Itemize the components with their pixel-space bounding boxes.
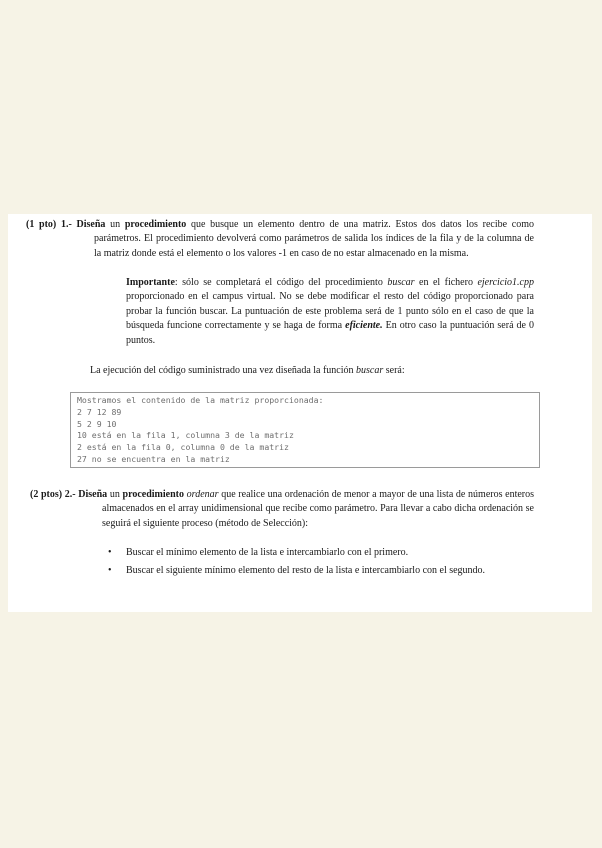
list-item xyxy=(108,564,534,578)
problem-1-noun: procedimiento xyxy=(124,219,187,230)
code-line: Mostramos el contenido de la matriz proporcionada: xyxy=(77,395,324,405)
buscar-term: buscar xyxy=(387,277,415,288)
document-page xyxy=(8,214,592,612)
problem-1-statement xyxy=(26,218,534,261)
problem-2-points: (2 ptos) 2.- xyxy=(30,489,76,500)
efficient-term: eficiente. xyxy=(345,320,383,332)
code-line: 27 no se encuentra en la matriz xyxy=(77,453,230,464)
file-name: ejercicio1.cpp xyxy=(477,277,534,288)
code-line: 5 2 9 10 xyxy=(77,418,117,429)
important-note xyxy=(126,276,534,348)
selection-steps-list xyxy=(108,546,534,583)
important-text-a: : sólo se completará el código del procedimiento xyxy=(174,277,388,288)
execution-intro xyxy=(90,364,534,378)
code-line: 10 está en la fila 1, columna 3 de la matriz xyxy=(77,430,294,441)
problem-1-verb: Diseña xyxy=(76,219,106,230)
important-text-c: proporcionado en el campus virtual. No se debe modificar el resto del código proporcionado para probar la función buscar. La puntuación de este problema será de 1 punto sólo en el caso de que la búsqueda funcione correctamente y se haga de forma xyxy=(126,291,534,332)
important-label: Importante xyxy=(126,277,175,288)
space: un xyxy=(107,489,123,500)
bullet-icon: • xyxy=(108,547,112,558)
ordenar-term: ordenar xyxy=(186,489,219,500)
problem-2-verb: Diseña xyxy=(78,489,108,500)
problem-2-text: que realice una ordenación de menor a mayor de una lista de números enteros almacenados en el array unidimensional que recibe como parámetro. Para llevar a cabo dicha ordenación se seguirá el siguiente proceso (método de Selección): xyxy=(102,489,535,529)
problem-1-text: que busque un elemento dentro de una matriz. Estos dos datos los recibe como parámetros. El procedimiento devolverá como parámetros de salida los índices de la fila y de la columna de la matriz donde está el elemento o los valores -1 en caso de no estar almacenado en la misma. xyxy=(94,219,534,259)
space: un xyxy=(105,219,125,230)
important-text-b: en el fichero xyxy=(414,277,478,288)
important-text-d: En otro caso la puntuación será de 0 puntos. xyxy=(126,320,534,346)
bullet-icon: • xyxy=(108,565,112,577)
problem-2-noun: procedimiento xyxy=(122,489,184,500)
execution-text-a: La ejecución del código suministrado una vez diseñada la función xyxy=(90,365,357,376)
problem-1-points: (1 pto) 1.- xyxy=(26,219,72,230)
execution-text-b: será: xyxy=(383,365,405,376)
problem-2-statement xyxy=(30,488,534,531)
list-item xyxy=(108,546,534,560)
execution-buscar: buscar xyxy=(356,365,384,376)
code-output-box xyxy=(70,392,540,468)
code-line: 2 está en la fila 0, columna 0 de la matriz xyxy=(77,442,289,453)
code-line: 2 7 12 89 xyxy=(77,406,122,417)
list-item-text: Buscar el siguiente mínimo elemento del resto de la lista e intercambiarlo con el segundo. xyxy=(126,565,486,577)
list-item-text: Buscar el mínimo elemento de la lista e intercambiarlo con el primero. xyxy=(126,547,409,558)
